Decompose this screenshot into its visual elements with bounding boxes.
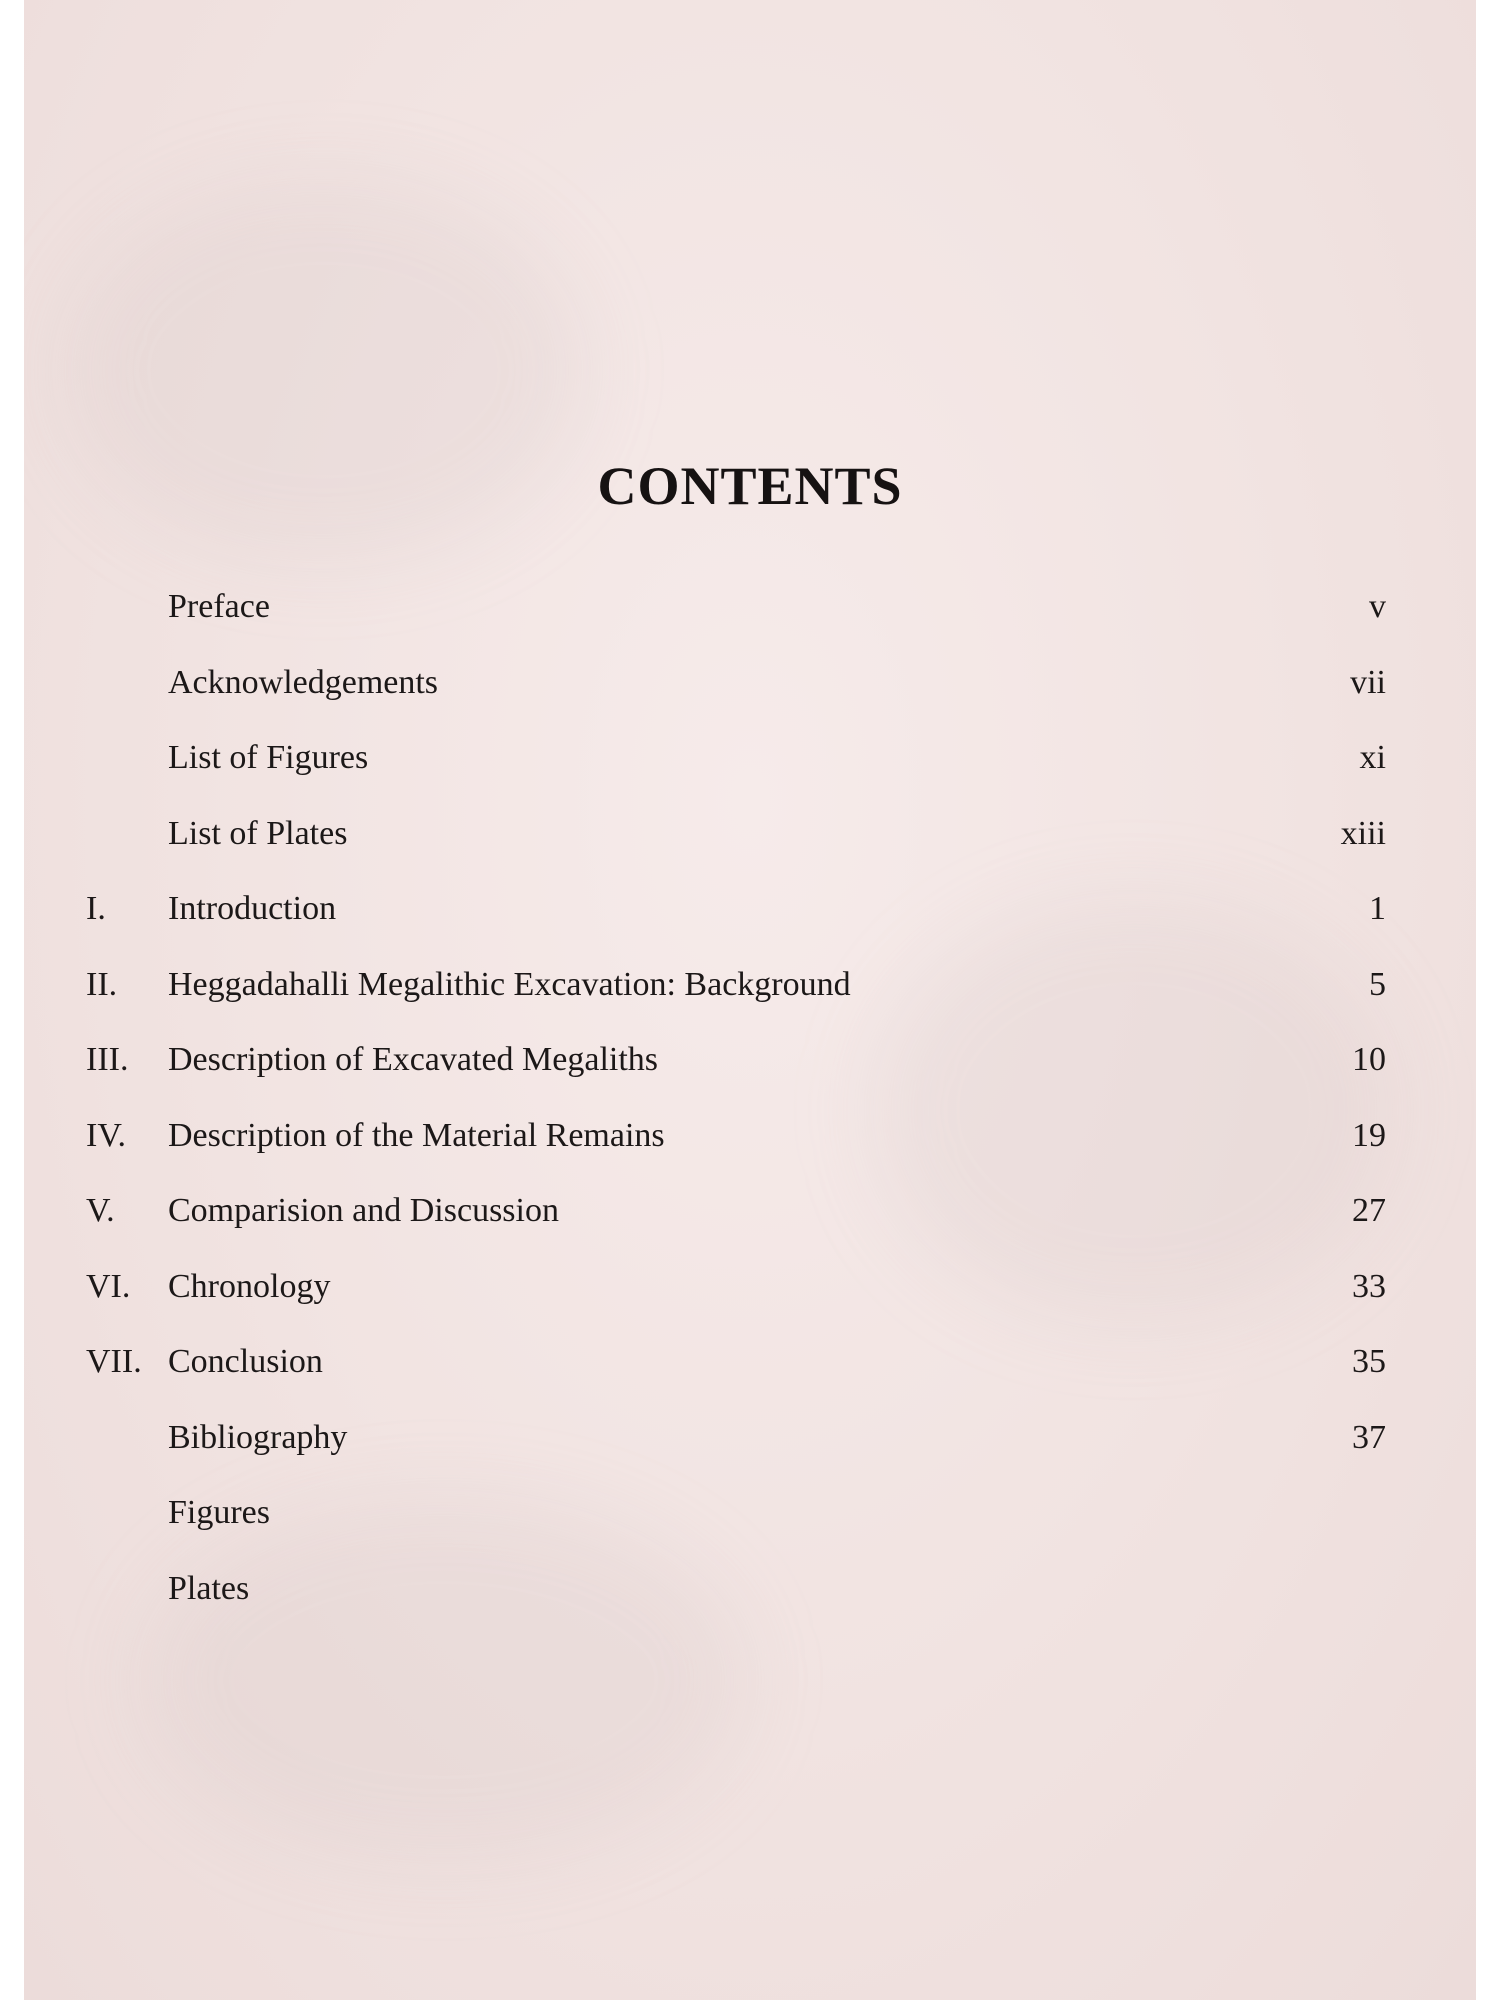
- toc-entry-number: VI.: [86, 1267, 131, 1305]
- toc-entry: [24, 815, 1476, 891]
- toc-entry-page: v: [1369, 588, 1386, 625]
- toc-entry-title: Introduction: [168, 890, 337, 927]
- toc-entry-title: Bibliography: [168, 1418, 348, 1456]
- toc-entry-number: II.: [86, 965, 118, 1003]
- toc-entry-page: 10: [1352, 1041, 1386, 1078]
- toc-entry: [24, 664, 1476, 740]
- toc-entry-number: I.: [86, 890, 106, 927]
- toc-entry-title: Heggadahalli Megalithic Excavation: Background: [168, 965, 851, 1003]
- toc-entry-page: vii: [1350, 663, 1386, 701]
- page-title: CONTENTS: [597, 456, 903, 516]
- toc-entry-page: xi: [1359, 739, 1386, 776]
- toc-entry-number: VII.: [86, 1343, 142, 1380]
- toc-entry-title: Description of the Material Remains: [168, 1116, 665, 1154]
- toc-entry-title: List of Plates: [168, 814, 348, 852]
- toc-entry: [24, 1041, 1476, 1117]
- toc-entry-number: IV.: [86, 1116, 126, 1154]
- toc-entry-page: 1: [1369, 890, 1386, 927]
- toc-entry-title: Conclusion: [168, 1343, 323, 1380]
- toc-entry: [24, 739, 1476, 815]
- toc-entry: [24, 1343, 1476, 1419]
- toc-entry-title: Figures: [168, 1494, 270, 1531]
- toc-entry: [24, 890, 1476, 966]
- toc-entry: [24, 588, 1476, 664]
- toc-entry: [24, 1494, 1476, 1570]
- toc-entry-title: Comparision and Discussion: [168, 1192, 559, 1229]
- toc-entry-page: xiii: [1340, 814, 1386, 852]
- toc-entry-page: 35: [1352, 1343, 1386, 1380]
- document-page: [24, 0, 1476, 2000]
- toc-entry-title: Chronology: [168, 1267, 331, 1305]
- toc-entry-title: Plates: [168, 1569, 250, 1607]
- toc-entry: [24, 1419, 1476, 1495]
- toc-entry-page: 37: [1352, 1418, 1386, 1456]
- toc-entry: [24, 1192, 1476, 1268]
- toc-entry-page: 5: [1369, 965, 1386, 1003]
- table-of-contents: [24, 588, 1476, 1645]
- toc-entry-title: Description of Excavated Megaliths: [168, 1041, 659, 1078]
- toc-entry-number: III.: [86, 1041, 129, 1078]
- toc-entry: [24, 966, 1476, 1042]
- toc-entry-page: 19: [1352, 1116, 1386, 1154]
- toc-entry: [24, 1117, 1476, 1193]
- toc-entry-page: 33: [1352, 1267, 1386, 1305]
- toc-entry-title: Acknowledgements: [168, 663, 439, 701]
- toc-entry-title: Preface: [168, 588, 270, 625]
- toc-entry: [24, 1268, 1476, 1344]
- toc-entry-title: List of Figures: [168, 739, 369, 776]
- toc-entry: [24, 1570, 1476, 1646]
- toc-entry-number: V.: [86, 1192, 115, 1229]
- toc-entry-page: 27: [1352, 1192, 1386, 1229]
